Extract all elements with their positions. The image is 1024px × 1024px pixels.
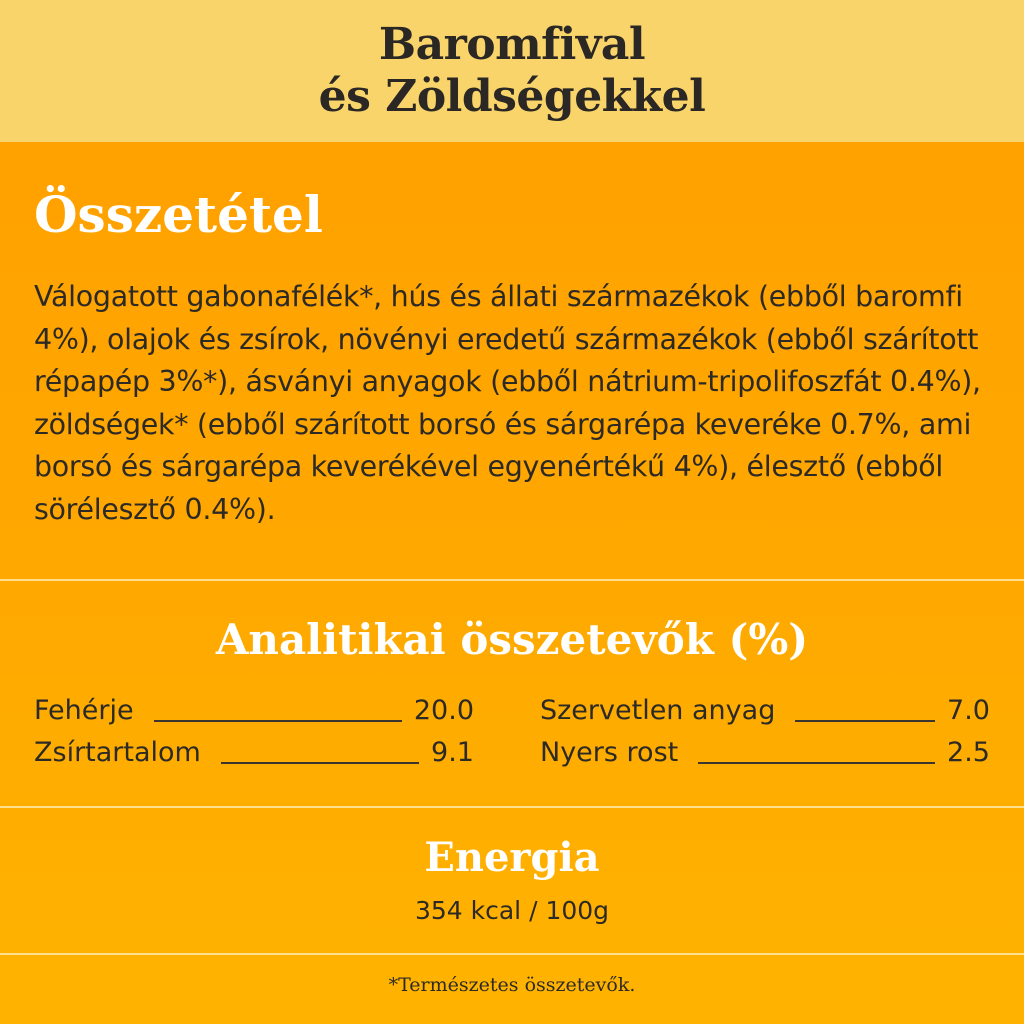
analytics-value: 2.5 (947, 737, 990, 768)
section-divider-1 (0, 579, 1024, 581)
analytics-row-fat (34, 735, 474, 771)
dotted-leader (795, 720, 935, 722)
analytics-label: Zsírtartalom (34, 737, 201, 768)
ingredients-text: Válogatott gabonafélék*, hús és állati származékok (ebből baromfi 4%), olajok és zsírok, növényi eredetű származékok (ebből szárított répapép 3%*), ásványi anyagok (ebből nátrium-tripolifoszfát 0.4%), zöldségek* (ebből szárított borsó és sárgarépa keveréke 0.7%, ami borsó és sárgarépa keverékével egyenértékű 4%), élesztő (ebből sörélesztő 0.4%). (34, 280, 981, 526)
dotted-leader (154, 720, 402, 722)
dotted-leader (221, 762, 419, 764)
energy-heading: Energia (424, 834, 600, 881)
analytics-value: 7.0 (947, 695, 990, 726)
analytics-value: 20.0 (413, 695, 474, 726)
analytics-row-protein (34, 693, 474, 729)
analytics-label: Szervetlen anyag (540, 695, 776, 726)
section-divider-2 (0, 806, 1024, 808)
title-banner (0, 0, 1024, 142)
product-title-line-2: és Zöldségekkel (318, 71, 706, 122)
analytics-heading: Analitikai összetevők (%) (215, 615, 809, 664)
dotted-leader (698, 762, 935, 764)
energy-value: 354 kcal / 100g (414, 896, 610, 925)
analytics-value: 9.1 (431, 737, 474, 768)
analytics-row-fibre (540, 735, 990, 771)
composition-heading: Összetétel (34, 185, 323, 244)
analytics-row-ash (540, 693, 990, 729)
section-divider-3 (0, 953, 1024, 955)
analytics-label: Fehérje (34, 695, 134, 726)
product-title-line-1: Baromfival (378, 19, 646, 70)
analytics-label: Nyers rost (540, 737, 679, 768)
footnote: *Természetes összetevők. (388, 974, 636, 996)
